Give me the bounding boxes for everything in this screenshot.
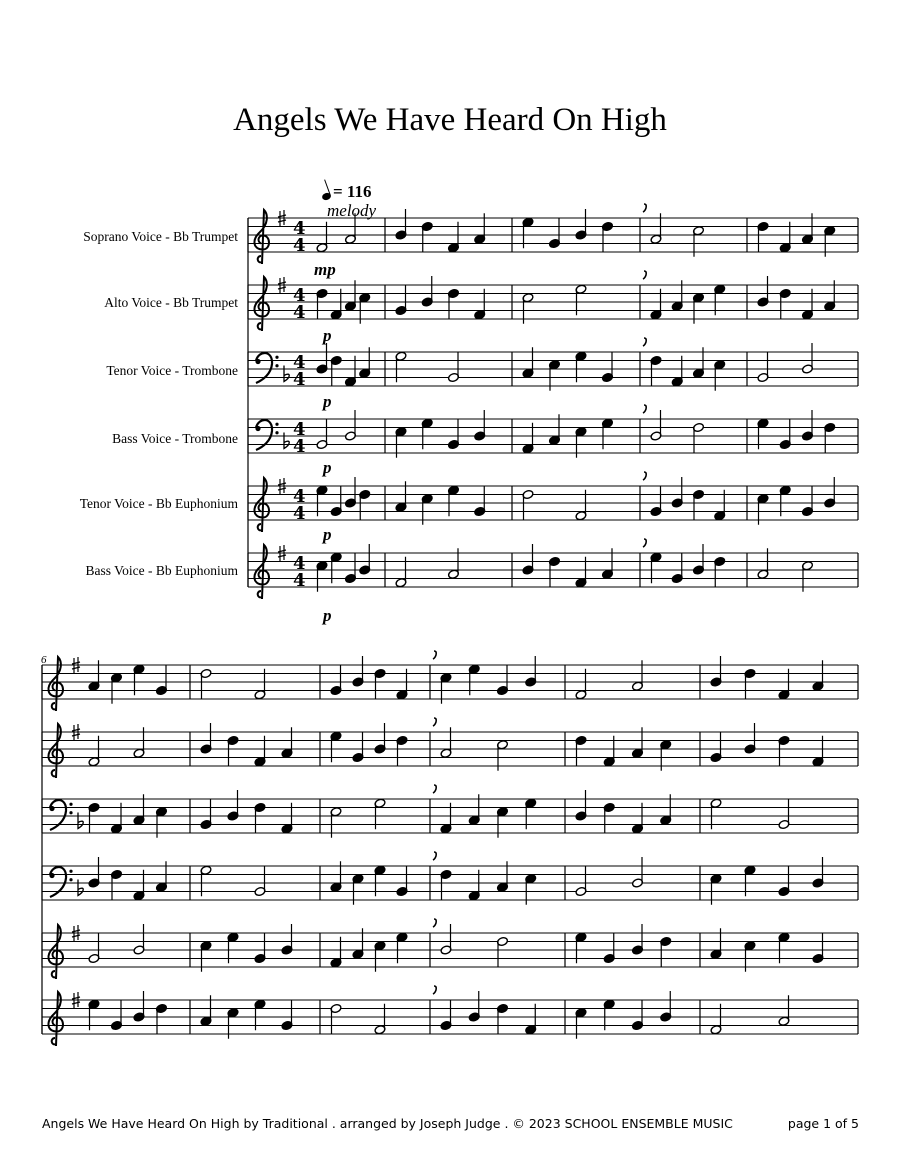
part-label-bass-trombone: Bass Voice - Trombone: [112, 431, 238, 446]
page-number: page 1 of 5: [787, 1116, 859, 1131]
time-signature-bottom: 4: [293, 570, 306, 591]
bass-clef-dot: [255, 426, 260, 431]
breath-mark: [643, 338, 646, 346]
time-signature-top: 4: [293, 285, 306, 306]
breath-mark: [433, 651, 436, 659]
time-signature-bottom: 4: [293, 302, 306, 323]
bass-clef-icon: [50, 867, 66, 897]
dynamic-alto: p: [323, 326, 332, 345]
flat-icon: [284, 366, 289, 382]
score-title: Angels We Have Heard On High: [233, 102, 667, 138]
breath-mark: [643, 539, 646, 547]
time-signature-bottom: 4: [293, 369, 306, 390]
dynamic-soprano: mp: [314, 260, 336, 279]
flat-icon: [284, 433, 289, 449]
bass-clef-dot: [275, 356, 278, 359]
bass-clef-dot: [275, 431, 278, 434]
bass-clef-icon: [256, 420, 272, 450]
dynamic-tenor-euphonium: p: [323, 525, 332, 544]
flat-icon: [78, 880, 83, 896]
dynamic-bass-euphonium: p: [323, 606, 332, 625]
bass-clef-icon: [256, 353, 272, 383]
bass-clef-dot: [255, 359, 260, 364]
breath-mark: [433, 718, 436, 726]
bass-clef-dot: [69, 811, 72, 814]
time-signature-bottom: 4: [293, 436, 306, 457]
part-label-tenor-euphonium: Tenor Voice - Bb Euphonium: [79, 496, 238, 511]
part-label-tenor-trombone: Tenor Voice - Trombone: [106, 363, 238, 378]
breath-mark: [433, 919, 436, 927]
measure-number: 6: [41, 654, 47, 666]
breath-mark: [433, 986, 436, 994]
breath-mark: [433, 852, 436, 860]
bass-clef-dot: [49, 873, 54, 878]
breath-mark: [643, 204, 646, 212]
bass-clef-dot: [275, 364, 278, 367]
time-signature-top: 4: [293, 218, 306, 239]
breath-mark: [643, 472, 646, 480]
breath-mark: [643, 405, 646, 413]
bass-clef-dot: [69, 878, 72, 881]
time-signature-top: 4: [293, 553, 306, 574]
bass-clef-dot: [69, 870, 72, 873]
footer-credit: Angels We Have Heard On High by Traditional . arranged by Joseph Judge . © 2023 SCHOOL ENSEMBLE MUSIC: [42, 1116, 733, 1131]
bass-clef-dot: [69, 803, 72, 806]
flat-icon: [78, 813, 83, 829]
dynamic-tenor-trombone: p: [323, 392, 332, 411]
part-label-soprano: Soprano Voice - Bb Trumpet: [83, 229, 238, 244]
bass-clef-dot: [275, 423, 278, 426]
time-signature-top: 4: [293, 352, 306, 373]
tempo-marking: [322, 182, 372, 202]
time-signature-top: 4: [293, 486, 306, 507]
expression-text: melody: [327, 201, 377, 220]
part-label-alto: Alto Voice - Bb Trumpet: [104, 295, 238, 310]
breath-mark: [643, 271, 646, 279]
dynamic-bass-trombone: p: [323, 458, 332, 477]
quarter-note-icon: [321, 192, 332, 202]
bass-clef-dot: [49, 806, 54, 811]
part-label-bass-euphonium: Bass Voice - Bb Euphonium: [85, 563, 238, 578]
time-signature-bottom: 4: [293, 235, 306, 256]
breath-mark: [433, 785, 436, 793]
time-signature-bottom: 4: [293, 503, 306, 524]
time-signature-top: 4: [293, 419, 306, 440]
bass-clef-icon: [50, 800, 66, 830]
tempo-value: = 116: [333, 182, 372, 201]
